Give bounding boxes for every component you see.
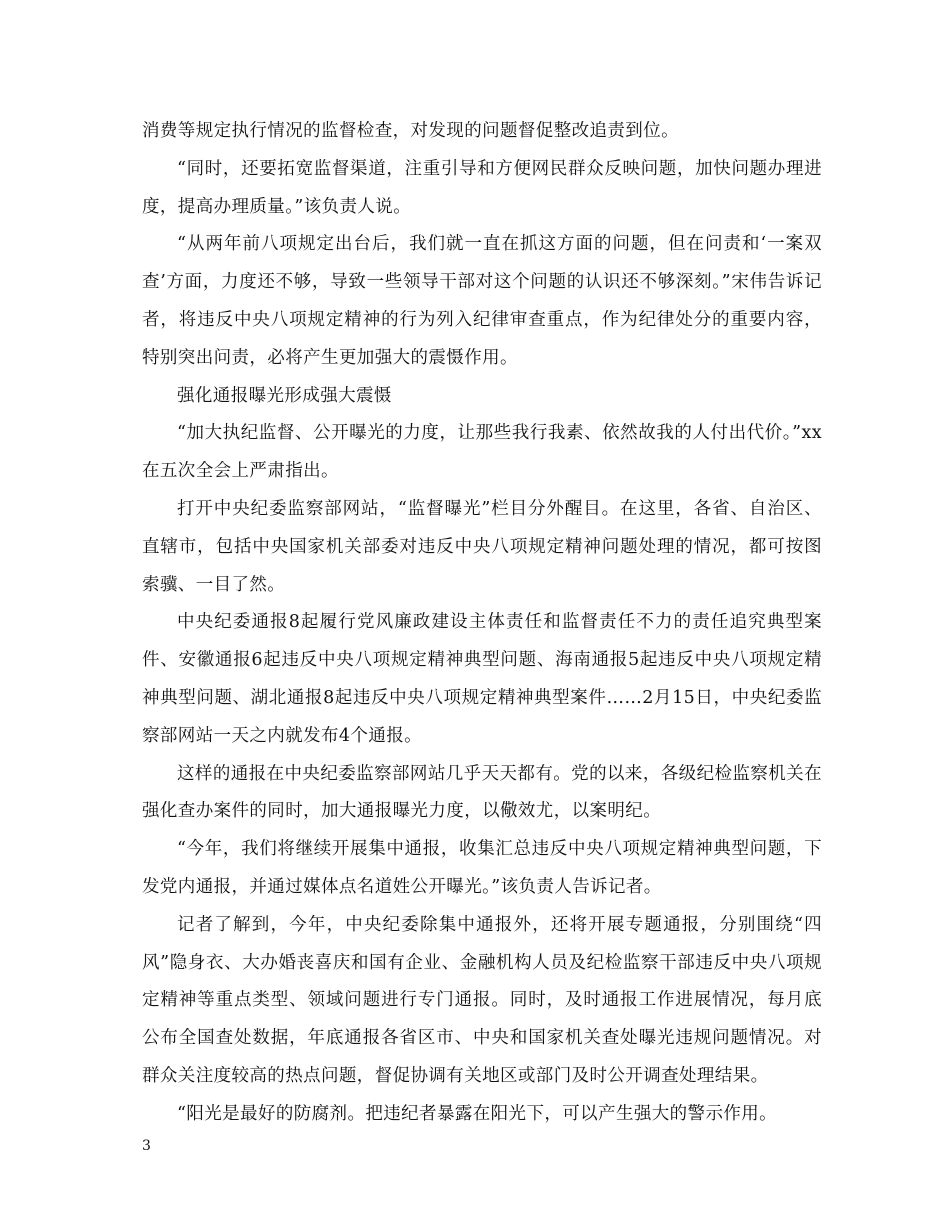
document-body bbox=[142, 113, 822, 1134]
paragraph: “阳光是最好的防腐剂。把违纪者暴露在阳光下，可以产生强大的警示作用。 bbox=[177, 1103, 778, 1124]
paragraph: “今年，我们将继续开展集中通报，收集汇总违反中央八项规定精神典型问题，下发党内通报，并通过媒体点名道姓公开曝光。”该负责人告诉记者。 bbox=[142, 839, 822, 897]
paragraph: 这样的通报在中央纪委监察部网站几乎天天都有。党的以来，各级纪检监察机关在强化查办案件的同时，加大通报曝光力度，以儆效尤，以案明纪。 bbox=[142, 763, 822, 822]
paragraph-continuation: 消费等规定执行情况的监督检查，对发现的问题督促整改追责到位。 bbox=[142, 121, 679, 141]
paragraph: 打开中央纪委监察部网站，“监督曝光”栏目分外醒目。在这里，各省、自治区、直辖市，包括中央国家机关部委对违反中央八项规定精神问题处理的情况，都可按图索骥、一目了然。 bbox=[142, 498, 822, 595]
paragraph: “同时，还要拓宽监督渠道，注重引导和方便网民群众反映问题，加快问题办理进度，提高办理质量。”该负责人说。 bbox=[142, 158, 822, 217]
page-number: 3 bbox=[142, 1138, 151, 1154]
paragraph: 记者了解到，今年，中央纪委除集中通报外，还将开展专题通报，分别围绕“四风”隐身衣、大办婚丧喜庆和国有企业、金融机构人员及纪检监察干部违反中央八项规定精神等重点类型、领域问题进行专门通报。同时，及时通报工作进展情况，每月底公布全国查处数据，年底通报各省区市、中央和国家机关查处曝光违规问题情况。对群众关注度较高的热点问题，督促协调有关地区或部门及时公开调查处理结果。 bbox=[142, 914, 822, 1086]
section-heading: 强化通报曝光形成强大震慑 bbox=[177, 385, 392, 406]
paragraph: 中央纪委通报8起履行党风廉政建设主体责任和监督责任不力的责任追究典型案件、安徽通报6起违反中央八项规定精神典型问题、海南通报5起违反中央八项规定精神典型问题、湖北通报8起违反中央八项规定精神典型案件……2月15日，中央纪委监察部网站一天之内就发布4个通报。 bbox=[142, 612, 822, 746]
paragraph: “加大执纪监督、公开曝光的力度，让那些我行我素、依然故我的人付出代价。”xx在五次全会上严肃指出。 bbox=[142, 423, 822, 482]
paragraph: “从两年前八项规定出台后，我们就一直在抓这方面的问题，但在问责和‘一案双查’方面，力度还不够，导致一些领导干部对这个问题的认识还不够深刻。”宋伟告诉记者，将违反中央八项规定精神的行为列入纪律审查重点，作为纪律处分的重要内容，特别突出问责，必将产生更加强大的震慑作用。 bbox=[142, 234, 822, 368]
